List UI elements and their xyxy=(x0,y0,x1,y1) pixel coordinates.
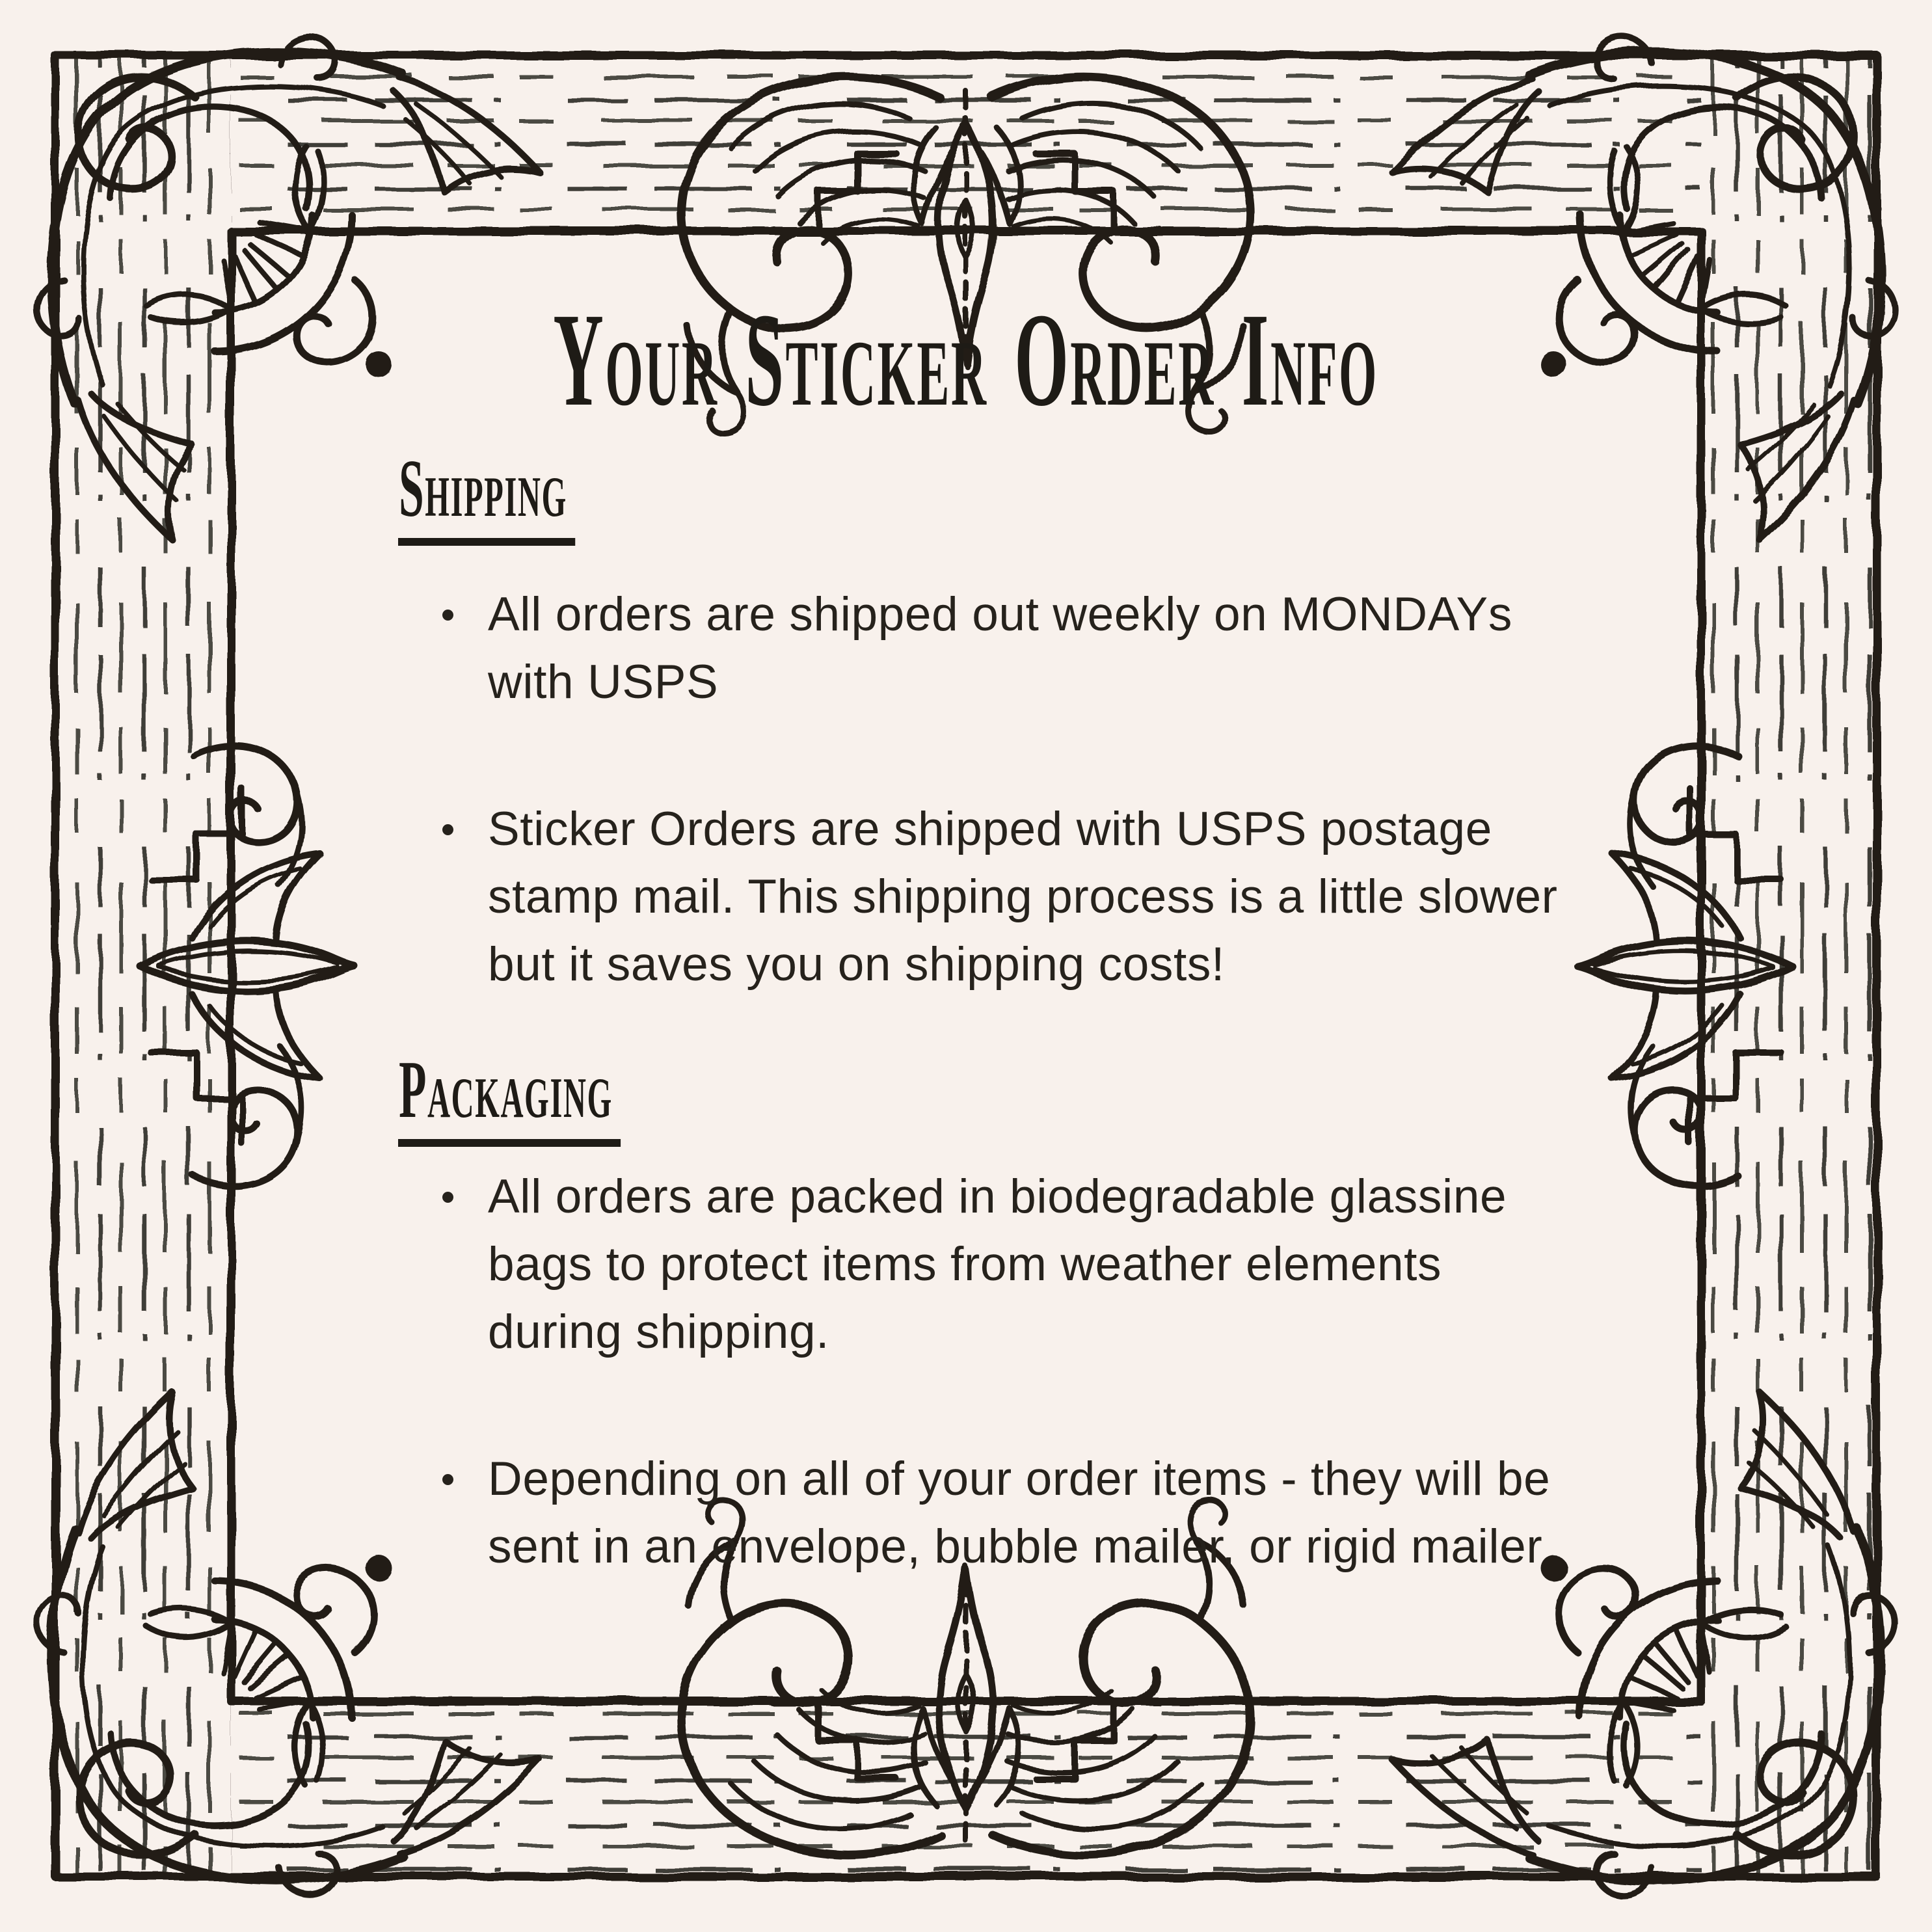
shipping-bullet-list xyxy=(398,581,1576,999)
right-center-flourish-icon xyxy=(1577,746,1792,1187)
section-heading-packaging: Packaging xyxy=(398,1049,621,1147)
bullet-text: All orders are packed in biodegradable glassine bags to protect items from weather elements during shipping. xyxy=(488,1170,1507,1358)
section-heading-shipping: Shipping xyxy=(398,448,575,546)
bullet-item xyxy=(398,581,1576,716)
bullet-text: Depending on all of your order items - they will be sent in an envelope, bubble mailer, or rigid mailer xyxy=(488,1453,1551,1573)
bullet-text: All orders are shipped out weekly on MONDAYs with USPS xyxy=(488,588,1512,708)
bullet-text: Sticker Orders are shipped with USPS postage stamp mail. This shipping process is a little slower but it saves you on shipping costs! xyxy=(488,803,1558,991)
left-center-flourish-icon xyxy=(140,746,355,1187)
bullet-item xyxy=(398,796,1576,999)
bullet-item xyxy=(398,1163,1576,1366)
page-title: Your Sticker Order Info xyxy=(553,285,1379,434)
bullet-item xyxy=(398,1445,1576,1581)
packaging-bullet-list xyxy=(398,1163,1576,1581)
